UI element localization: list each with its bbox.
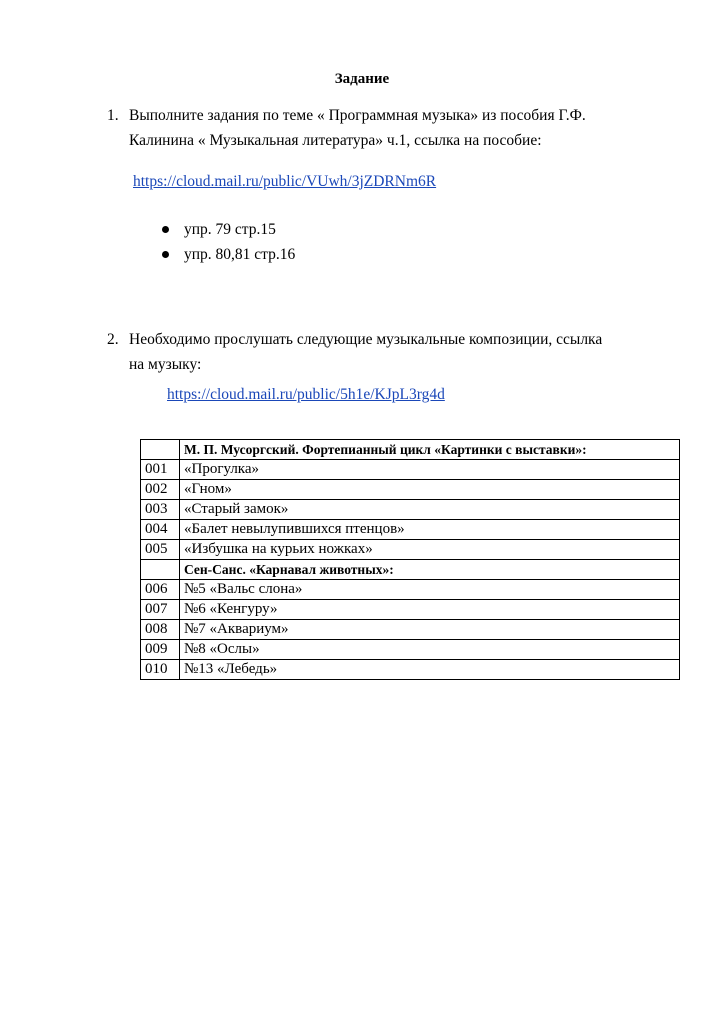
table-cell-code: 010: [141, 660, 180, 680]
music-table: [140, 439, 680, 680]
table-row: [141, 500, 680, 520]
table-row: [141, 620, 680, 640]
exercise-text: упр. 80,81 стр.16: [184, 246, 296, 263]
table-cell-code: 004: [141, 520, 180, 540]
task-1: [107, 103, 667, 153]
table-cell-title: «Избушка на курьих ножках»: [180, 540, 680, 560]
page-title: Задание: [334, 71, 390, 87]
music-link[interactable]: https://cloud.mail.ru/public/5h1e/KJpL3rg4d: [167, 386, 445, 403]
table-cell-title: «Балет невылупившихся птенцов»: [180, 520, 680, 540]
table-cell-code: 003: [141, 500, 180, 520]
table-cell-title: №6 «Кенгуру»: [180, 600, 680, 620]
table-cell-title: «Гном»: [180, 480, 680, 500]
task-2: [107, 327, 667, 377]
table-row: [141, 600, 680, 620]
exercise-item: [162, 217, 295, 242]
table-cell-title: №5 «Вальс слона»: [180, 580, 680, 600]
task-1-number: 1.: [107, 107, 119, 124]
table-row: [141, 480, 680, 500]
table-cell-code: 005: [141, 540, 180, 560]
table-cell-title: №7 «Аквариум»: [180, 620, 680, 640]
table-section-header-row: [141, 440, 680, 460]
table-cell-code: [141, 440, 180, 460]
table-cell-code: 006: [141, 580, 180, 600]
table-cell-code: 001: [141, 460, 180, 480]
table-section-title: Сен-Санс. «Карнавал животных»:: [180, 560, 680, 580]
task-2-line-1: Необходимо прослушать следующие музыкальные композиции, ссылка: [129, 331, 603, 348]
textbook-link[interactable]: https://cloud.mail.ru/public/VUwh/3jZDRNm6R: [133, 173, 437, 190]
task-1-line-2: Калинина « Музыкальная литература» ч.1, ссылка на пособие:: [129, 132, 542, 149]
task-2-number: 2.: [107, 331, 119, 348]
table-row: [141, 640, 680, 660]
table-section-header-row: [141, 560, 680, 580]
table-section-title: М. П. Мусоргский. Фортепианный цикл «Картинки с выставки»:: [180, 440, 680, 460]
task-2-line-2: на музыку:: [129, 356, 202, 373]
table-row: [141, 460, 680, 480]
table-cell-title: №8 «Ослы»: [180, 640, 680, 660]
table-row: [141, 540, 680, 560]
task-1-line-1: Выполните задания по теме « Программная музыка» из пособия Г.Ф.: [129, 107, 586, 124]
exercise-text: упр. 79 стр.15: [184, 221, 276, 238]
table-cell-title: «Старый замок»: [180, 500, 680, 520]
bullet-icon: [162, 226, 169, 233]
table-row: [141, 580, 680, 600]
table-cell-code: 009: [141, 640, 180, 660]
table-row: [141, 520, 680, 540]
table-cell-title: «Прогулка»: [180, 460, 680, 480]
table-cell-code: 002: [141, 480, 180, 500]
table-cell-code: 007: [141, 600, 180, 620]
table-cell-code: [141, 560, 180, 580]
table-cell-code: 008: [141, 620, 180, 640]
table-cell-title: №13 «Лебедь»: [180, 660, 680, 680]
bullet-icon: [162, 251, 169, 258]
table-row: [141, 660, 680, 680]
exercise-list: [162, 217, 295, 267]
exercise-item: [162, 242, 295, 267]
